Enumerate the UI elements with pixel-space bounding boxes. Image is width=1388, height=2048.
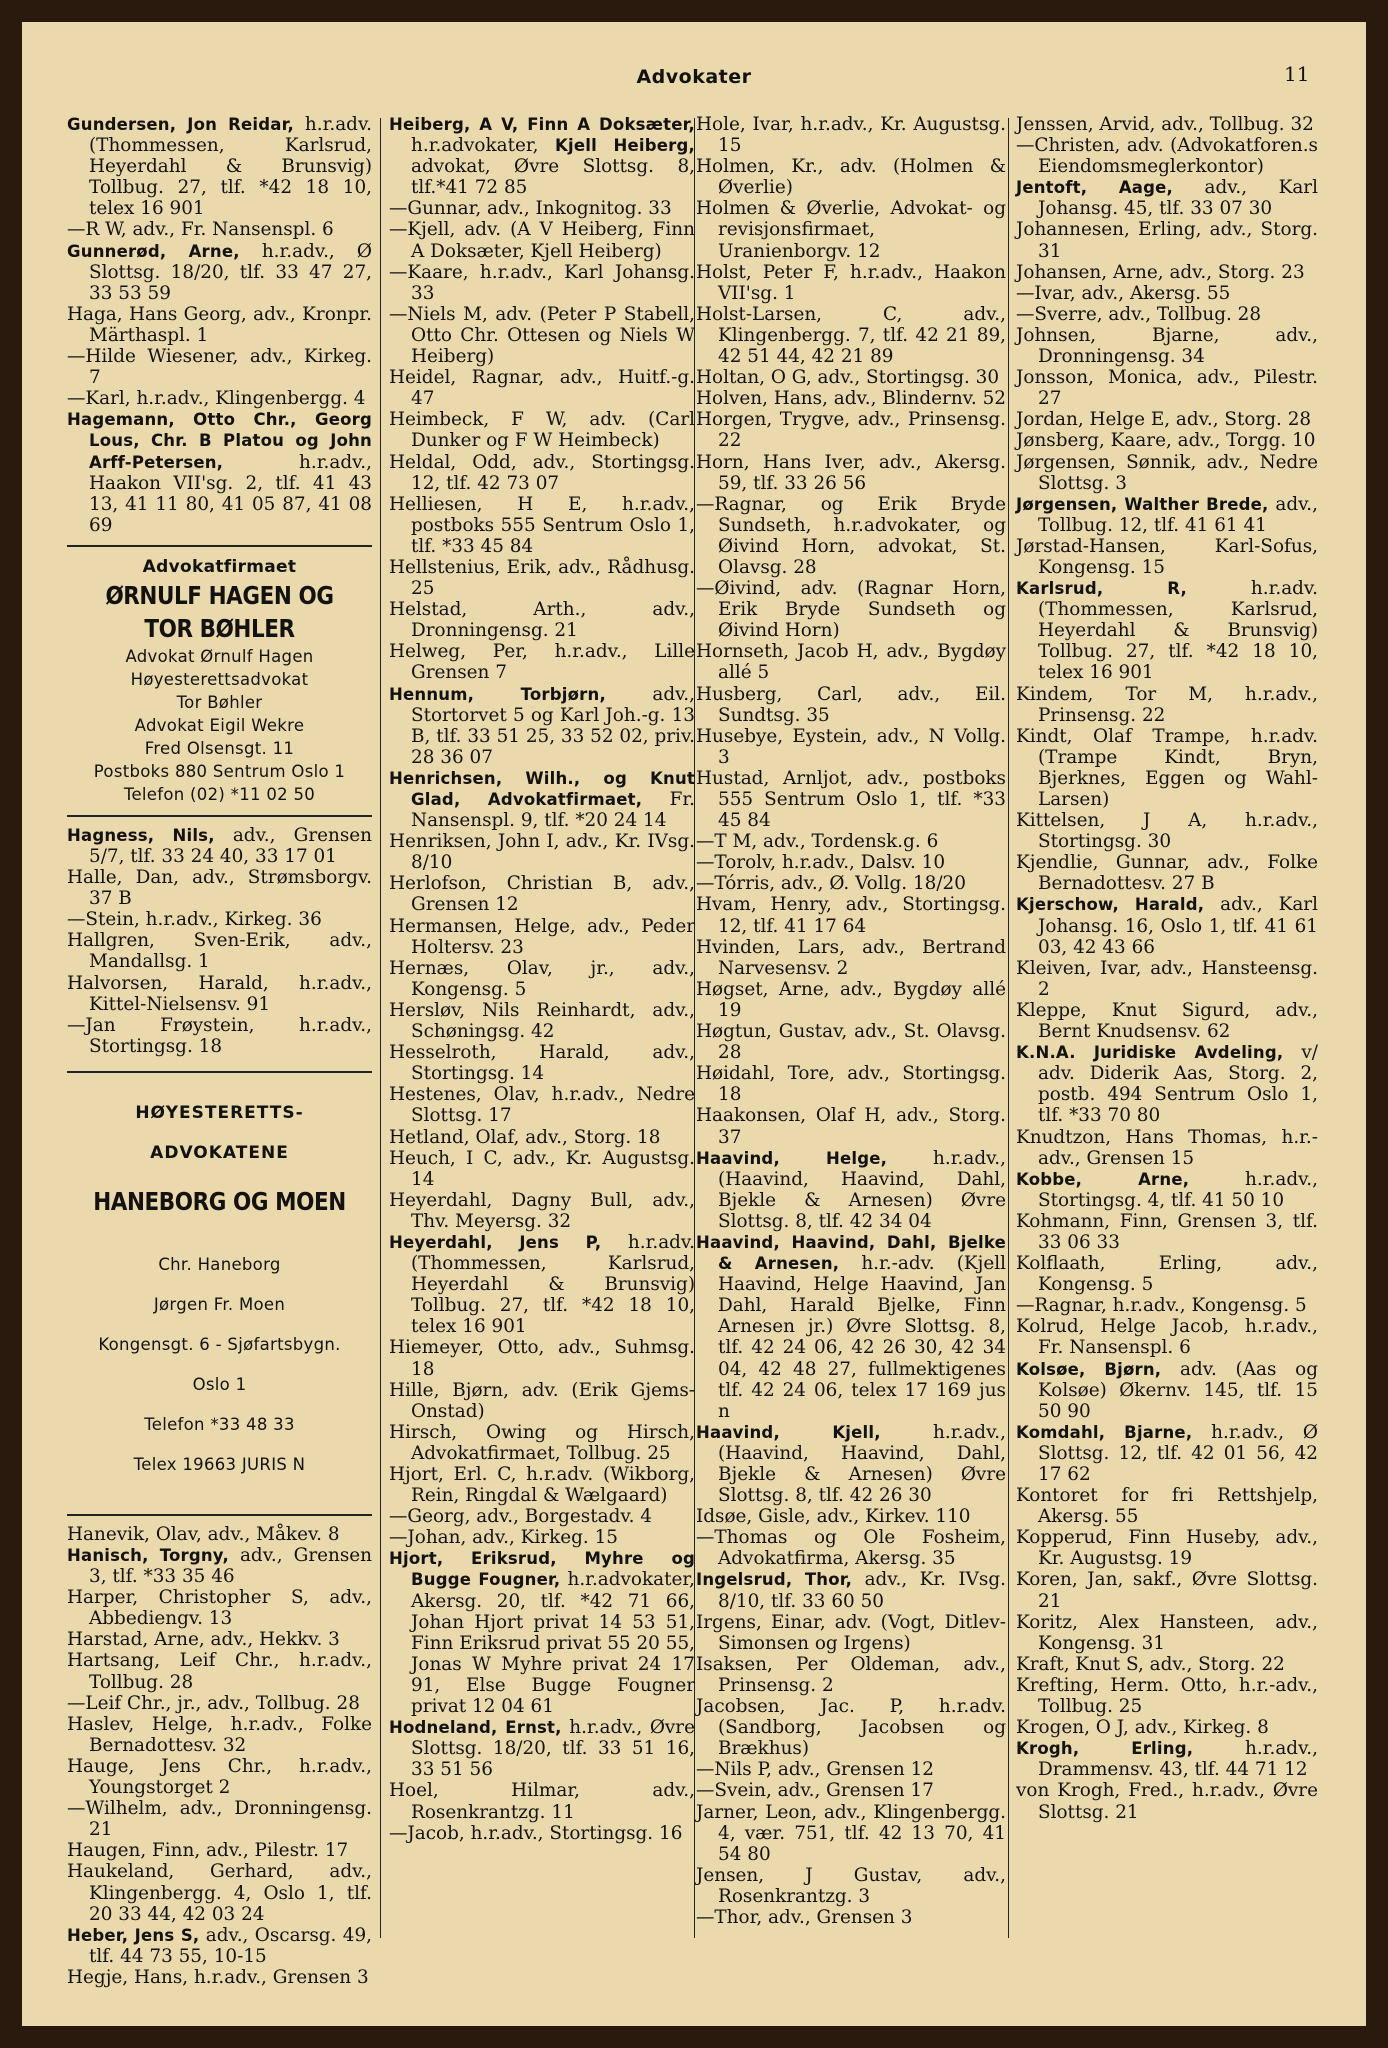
directory-entry: Kolsøe, Bjørn, adv. (Aas og Kolsøe) Økernv. 145, tlf. 15 50 90 — [1016, 1358, 1318, 1422]
directory-entry: Hestenes, Olav, h.r.adv., Nedre Slottsg. 17 — [389, 1084, 695, 1127]
directory-entry: Kindt, Olaf Trampe, h.r.adv. (Trampe Kindt, Bryn, Bjerknes, Eggen og Wahl-Larsen) — [1016, 725, 1318, 810]
directory-entry: Hernæs, Olav, jr., adv., Kongensg. 5 — [389, 957, 695, 1000]
directory-entry: Hjort, Erl. C, h.r.adv. (Wikborg, Rein, Ringdal & Wælgaard) — [389, 1464, 695, 1507]
directory-entry: Hersløv, Nils Reinhardt, adv., Schøningsg. 42 — [389, 999, 695, 1043]
directory-entry: Henriksen, John I, adv., Kr. IVsg. 8/10 — [389, 831, 695, 874]
ad-line: Kongensgt. 6 - Sjøfartsbygn. — [98, 1334, 341, 1354]
entry-list — [67, 114, 372, 536]
entry-name-bold: Heber, Jens S, — [67, 1925, 200, 1945]
directory-entry: Jørstad-Hansen, Karl-Sofus, Kongensg. 15 — [1016, 535, 1318, 578]
directory-entry: von Krogh, Fred., h.r.adv., Øvre Slottsg. 21 — [1016, 1780, 1318, 1823]
directory-entry: Krogen, O J, adv., Kirkeg. 8 — [1016, 1717, 1269, 1739]
ad-line: Tor Bøhler — [176, 692, 263, 712]
directory-entry: Høgtun, Gustav, adv., St. Olavsg. 28 — [696, 1021, 1006, 1064]
directory-entry: —Karl, h.r.adv., Klingenbergg. 4 — [67, 388, 366, 410]
directory-entry: —Christen, adv. (Advokatforen.s Eiendomsmeglerkontor) — [1016, 135, 1318, 178]
directory-entry: Helweg, Per, h.r.adv., Lille Grensen 7 — [389, 641, 695, 684]
directory-entry: Haakonsen, Olaf H, adv., Storg. 37 — [696, 1105, 1006, 1148]
directory-entry: Hermansen, Helge, adv., Peder Holtersv. 23 — [389, 915, 695, 958]
directory-entry: Jacobsen, Jac. P, h.r.adv. (Sandborg, Jacobsen og Brækhus) — [696, 1696, 1006, 1760]
entry-name-bold: K.N.A. Juridiske Avdeling, — [1016, 1043, 1284, 1063]
advertisement-hagen-bohler — [67, 555, 372, 806]
directory-entry: Kjendlie, Gunnar, adv., Folke Bernadottesv. 27 B — [1016, 852, 1318, 895]
directory-entry: Halle, Dan, adv., Strømsborgv. 37 B — [67, 867, 372, 910]
directory-entry: Gunnerød, Arne, h.r.adv., Ø Slottsg. 18/20, tlf. 33 47 27, 33 53 59 — [67, 240, 372, 304]
divider-rule — [67, 1071, 372, 1073]
column-2 — [389, 114, 695, 1844]
directory-entry: Heimbeck, F W, adv. (Carl Dunker og F W Heimbeck) — [389, 409, 695, 452]
directory-entry: Horn, Hans Iver, adv., Akersg. 59, tlf. 33 26 56 — [696, 451, 1006, 494]
directory-entry: Jordan, Helge E, adv., Storg. 28 — [1016, 409, 1312, 431]
directory-entry: Kohmann, Finn, Grensen 3, tlf. 33 06 33 — [1016, 1210, 1318, 1253]
directory-entry: Holven, Hans, adv., Blindernv. 52 — [696, 388, 1006, 410]
entry-name-bold: Kjell Heiberg, — [554, 136, 695, 156]
directory-entry: Kjerschow, Harald, adv., Karl Johansg. 16, Oslo 1, tlf. 41 61 03, 42 43 66 — [1016, 894, 1318, 958]
column-divider — [380, 118, 381, 1938]
directory-entry: —Nils P, adv., Grensen 12 — [696, 1759, 934, 1781]
directory-entry: —Kjell, adv. (A V Heiberg, Finn A Doksæter, Kjell Heiberg) — [389, 219, 695, 262]
ad-line: Oslo 1 — [192, 1374, 247, 1394]
directory-entry: Henrichsen, Wilh., og Knut Glad, Advokatfirmaet, Fr. Nansenspl. 9, tlf. *20 24 14 — [389, 768, 695, 832]
ad-firm-name: ØRNULF HAGEN OG — [105, 580, 334, 610]
ad-line: Advokat Eigil Wekre — [134, 715, 305, 735]
directory-entry: Jentoft, Aage, adv., Karl Johansg. 45, tlf. 33 07 30 — [1016, 177, 1318, 220]
directory-entry: Johansen, Arne, adv., Storg. 23 — [1016, 261, 1305, 283]
entry-name-bold: Karlsrud, R, — [1016, 579, 1187, 599]
directory-entry: Hegje, Hans, h.r.adv., Grensen 3 — [67, 1966, 369, 1988]
entry-name-bold: Hjort, Eriksrud, Myhre og Bugge Fougner, — [389, 1549, 695, 1590]
column-divider — [1008, 118, 1009, 1938]
directory-entry: Holmen, Kr., adv. (Holmen & Øverlie) — [696, 156, 1006, 199]
directory-entry: Haukeland, Gerhard, adv., Klingenbergg. 4, Oslo 1, tlf. 20 33 44, 42 03 24 — [67, 1861, 372, 1925]
directory-entry: Kolrud, Helge Jacob, h.r.adv., Fr. Nansenspl. 6 — [1016, 1316, 1318, 1359]
ad-line: Telefon *33 48 33 — [144, 1414, 295, 1434]
directory-entry: —Niels M, adv. (Peter P Stabell, Otto Chr. Ottesen og Niels W Heiberg) — [389, 303, 695, 368]
divider-rule — [67, 545, 372, 547]
entry-list — [67, 825, 372, 1057]
directory-entry: —Gunnar, adv., Inkognitog. 33 — [389, 198, 672, 220]
ad-firm-name: HANEBORG OG MOEN — [93, 1186, 346, 1216]
directory-entry: Krefting, Herm. Otto, h.r.-adv., Tollbug. 25 — [1016, 1674, 1318, 1718]
entry-name-bold: Haavind, Kjell, — [696, 1422, 881, 1442]
directory-entry: Hornseth, Jacob H, adv., Bygdøy allé 5 — [696, 641, 1006, 684]
directory-entry: Ingelsrud, Thor, adv., Kr. IVsg. 8/10, tlf. 33 60 50 — [696, 1569, 1006, 1612]
directory-entry: Hustad, Arnljot, adv., postboks 555 Sentrum Oslo 1, tlf. *33 45 84 — [696, 767, 1006, 832]
ad-firm-name: TOR BØHLER — [144, 613, 295, 643]
directory-entry: Kleiven, Ivar, adv., Hansteensg. 2 — [1016, 957, 1318, 1000]
column-4 — [1016, 114, 1318, 1823]
directory-entry: —Georg, adv., Borgestadv. 4 — [389, 1506, 652, 1528]
directory-entry: Haavind, Kjell, h.r.adv., (Haavind, Haavind, Dahl, Bjekle & Arnesen) Øvre Slottsg. 8, tlf. 42 26 30 — [696, 1421, 1006, 1507]
entry-name-bold: Hagemann, Otto Chr., Georg Lous, Chr. B Platou og John Arff-Petersen, — [67, 410, 372, 472]
directory-entry: Hvinden, Lars, adv., Bertrand Narvesensv. 2 — [696, 936, 1006, 979]
ad-lines — [67, 1245, 372, 1485]
entry-name-bold: Gundersen, Jon Reidar, — [67, 115, 294, 134]
ad-line: Telex 19663 JURIS N — [133, 1454, 306, 1474]
directory-entry: —Sverre, adv., Tollbug. 28 — [1016, 303, 1262, 325]
directory-entry: Høidahl, Tore, adv., Stortingsg. 18 — [696, 1063, 1006, 1106]
entry-list — [67, 1524, 372, 1988]
directory-entry: Halvorsen, Harald, h.r.adv., Kittel-Nielsensv. 91 — [67, 972, 372, 1015]
directory-entry: —Jacob, h.r.adv., Stortingsg. 16 — [389, 1822, 683, 1844]
directory-entry: —Svein, adv., Grensen 17 — [696, 1780, 934, 1802]
directory-entry: K.N.A. Juridiske Avdeling, v/ adv. Diderik Aas, Storg. 2, postb. 494 Sentrum Oslo 1, tlf. *33 70 80 — [1016, 1042, 1318, 1127]
entry-name-bold: Heyerdahl, Jens P, — [389, 1232, 602, 1252]
directory-entry: Kindem, Tor M, h.r.adv., Prinsensg. 22 — [1016, 683, 1318, 726]
directory-entry: Heiberg, A V, Finn A Doksæter, h.r.advokater, Kjell Heiberg, advokat, Øvre Slottsg. 8, tlf.*41 72 85 — [389, 115, 695, 199]
directory-entry: Holst, Peter F, h.r.adv., Haakon VII'sg. 1 — [696, 261, 1006, 304]
directory-entry: Husberg, Carl, adv., Eil. Sundtsg. 35 — [696, 683, 1006, 726]
directory-entry: Hauge, Jens Chr., h.r.adv., Youngstorget 2 — [67, 1755, 372, 1799]
directory-entry: Kraft, Knut S, adv., Storg. 22 — [1016, 1653, 1285, 1675]
directory-entry: Kobbe, Arne, h.r.adv., Stortingsg. 4, tlf. 41 50 10 — [1016, 1168, 1318, 1211]
directory-entry: Hodneland, Ernst, h.r.adv., Øvre Slottsg. 18/20, tlf. 33 51 16, 33 51 56 — [389, 1717, 695, 1781]
directory-entry: Hirsch, Owing og Hirsch, Advokatfirmaet, Tollbug. 25 — [389, 1421, 695, 1464]
directory-entry: Husebye, Eystein, adv., N Vollg. 3 — [696, 725, 1006, 768]
ad-caption: ADVOKATENE — [150, 1142, 289, 1163]
directory-entry: Hesselroth, Harald, adv., Stortingsg. 14 — [389, 1042, 695, 1085]
directory-entry: Jarner, Leon, adv., Klingenbergg. 4, vær. 751, tlf. 42 13 70, 41 54 80 — [696, 1801, 1006, 1865]
directory-entry: Haslev, Helge, h.r.adv., Folke Bernadottesv. 32 — [67, 1713, 372, 1756]
directory-entry: Jørgensen, Walther Brede, adv., Tollbug. 12, tlf. 41 61 41 — [1016, 493, 1318, 536]
directory-entry: —Øivind, adv. (Ragnar Horn, Erik Bryde Sundseth og Øivind Horn) — [696, 578, 1006, 642]
ad-line: Advokat Ørnulf Hagen — [125, 646, 314, 666]
directory-entry: Heyerdahl, Jens P, h.r.adv. (Thommessen, Karlsrud, Heyerdahl & Brunsvig) Tollbug. 27, tlf. *42 18 10, telex 16 901 — [389, 1231, 695, 1338]
ad-line: Jørgen Fr. Moen — [153, 1294, 286, 1314]
directory-entry: Hanevik, Olav, adv., Måkev. 8 — [67, 1523, 340, 1545]
ad-line: Høyesterettsadvokat — [130, 669, 309, 689]
ad-line: Telefon (02) *11 02 50 — [123, 784, 316, 804]
directory-entry: —Thor, adv., Grensen 3 — [696, 1906, 913, 1928]
directory-entry: Koren, Jan, sakf., Øvre Slottsg. 21 — [1016, 1569, 1318, 1612]
directory-entry: —Hilde Wiesener, adv., Kirkeg. 7 — [67, 346, 372, 389]
entry-name-bold: Jørgensen, Walther Brede, — [1016, 494, 1269, 514]
directory-entry: Harstad, Arne, adv., Hekkv. 3 — [67, 1629, 340, 1651]
entry-name-bold: Henrichsen, Wilh., og Knut Glad, Advokatfirmaet, — [389, 768, 695, 809]
ad-caption: Advokatfirmaet — [142, 556, 297, 577]
directory-entry: Jensen, J Gustav, adv., Rosenkrantzg. 3 — [696, 1864, 1006, 1907]
directory-entry: Jønsberg, Kaare, adv., Torgg. 10 — [1016, 430, 1316, 452]
directory-entry: Johannesen, Erling, adv., Storg. 31 — [1016, 219, 1318, 262]
directory-entry: —Kaare, h.r.adv., Karl Johansg. 33 — [389, 261, 695, 304]
directory-entry: Kolflaath, Erling, adv., Kongensg. 5 — [1016, 1253, 1318, 1296]
directory-entry: —Thomas og Ole Fosheim, Advokatfirma, Akersg. 35 — [696, 1527, 1006, 1570]
directory-entry: Hanisch, Torgny, adv., Grensen 3, tlf. *33 35 46 — [67, 1545, 373, 1588]
directory-entry: —Ragnar, og Erik Bryde Sundseth, h.r.advokater, og Øivind Horn, advokat, St. Olavsg. 28 — [696, 493, 1006, 578]
directory-entry: Hetland, Olaf, adv., Storg. 18 — [389, 1126, 661, 1148]
directory-entry: —Torolv, h.r.adv., Dalsv. 10 — [696, 852, 946, 874]
directory-entry: Haavind, Haavind, Dahl, Bjelke & Arnesen, h.r.-adv. (Kjell Haavind, Helge Haavind, Jan Dahl, Harald Bjelke, Finn Arnesen jr.) Øvre Slottsg. 8, tlf. 42 24 06, 42 26 30, 42 34 04, 42 48 27, fullmektigenes tlf. 42 24 06, telex 17 169 jus n — [696, 1232, 1006, 1422]
directory-entry: —Ragnar, h.r.adv., Kongensg. 5 — [1016, 1295, 1307, 1317]
advertisement-haneborg-moen — [67, 1081, 372, 1505]
ad-line: Chr. Haneborg — [158, 1254, 281, 1274]
directory-entry: Harper, Christopher S, adv., Abbediengv. 13 — [67, 1587, 372, 1630]
ad-line: Fred Olsensgt. 11 — [144, 738, 295, 758]
directory-entry: Hartsang, Leif Chr., h.r.adv., Tollbug. 28 — [67, 1650, 372, 1693]
page-header-title: Advokater — [636, 66, 752, 88]
directory-entry: —R W, adv., Fr. Nansenspl. 6 — [67, 219, 334, 241]
directory-entry: Hvam, Henry, adv., Stortingsg. 12, tlf. 41 17 64 — [696, 894, 1006, 937]
entry-name-bold: Hanisch, Torgny, — [67, 1546, 229, 1565]
directory-entry: Kleppe, Knut Sigurd, adv., Bernt Knudsensv. 62 — [1016, 999, 1318, 1043]
directory-entry: —Leif Chr., jr., adv., Tollbug. 28 — [67, 1692, 360, 1714]
ad-line: Postboks 880 Sentrum Oslo 1 — [93, 761, 346, 781]
directory-entry: Haavind, Helge, h.r.adv., (Haavind, Haavind, Dahl, Bjekle & Arnesen) Øvre Slottsg. 8, tlf. 42 34 04 — [696, 1147, 1006, 1232]
directory-entry: —Wilhelm, adv., Dronningensg. 21 — [67, 1798, 372, 1841]
page-number: 11 — [1284, 62, 1310, 86]
column-3 — [696, 114, 1006, 1928]
directory-entry: —T M, adv., Tordensk.g. 6 — [696, 831, 939, 853]
directory-entry: —Tórris, adv., Ø. Vollg. 18/20 — [696, 873, 966, 895]
entry-name-bold: Hennum, Torbjørn, — [389, 684, 606, 704]
directory-entry: Helstad, Arth., adv., Dronningensg. 21 — [389, 599, 695, 642]
directory-entry: Idsøe, Gisle, adv., Kirkev. 110 — [696, 1506, 971, 1528]
directory-entry: —Jan Frøystein, h.r.adv., Stortingsg. 18 — [67, 1014, 372, 1057]
entry-name-bold: Jentoft, Aage, — [1016, 178, 1173, 198]
divider-rule — [67, 1514, 372, 1516]
directory-entry: Johnsen, Bjarne, adv., Dronningensg. 34 — [1016, 324, 1318, 368]
directory-entry: Heber, Jens S, adv., Oscarsg. 49, tlf. 44 73 55, 10-15 — [67, 1924, 372, 1967]
directory-entry: Hagness, Nils, adv., Grensen 5/7, tlf. 33 24 40, 33 17 01 — [67, 824, 372, 867]
entry-list — [389, 114, 695, 1844]
directory-entry: Irgens, Einar, adv. (Vogt, Ditlev-Simonsen og Irgens) — [696, 1611, 1006, 1654]
entry-name-bold: Ingelsrud, Thor, — [696, 1570, 853, 1590]
directory-page — [22, 22, 1366, 2026]
directory-entry: Jenssen, Arvid, adv., Tollbug. 32 — [1016, 114, 1314, 135]
directory-entry: Isaksen, Per Oldeman, adv., Prinsensg. 2 — [696, 1653, 1006, 1696]
directory-entry: Horgen, Trygve, adv., Prinsensg. 22 — [696, 409, 1006, 452]
entry-name-bold: Gunnerød, Arne, — [67, 241, 240, 261]
entry-name-bold: Krogh, Erling, — [1016, 1739, 1194, 1759]
directory-entry: Helliesen, H E, h.r.adv., postboks 555 Sentrum Oslo 1, tlf. *33 45 84 — [389, 493, 695, 557]
directory-entry: Koritz, Alex Hansteen, adv., Kongensg. 31 — [1016, 1611, 1318, 1654]
directory-entry: Holst-Larsen, C, adv., Klingenbergg. 7, tlf. 42 21 89, 42 51 44, 42 21 89 — [696, 303, 1006, 368]
directory-entry: Heidel, Ragnar, adv., Huitf.-g. 47 — [389, 367, 695, 410]
directory-entry: Hennum, Torbjørn, adv., Stortorvet 5 og Karl Joh.-g. 13 B, tlf. 33 51 25, 33 52 02, priv. 28 36 07 — [389, 683, 695, 768]
directory-entry: Hellstenius, Erik, adv., Rådhusg. 25 — [389, 556, 695, 600]
directory-entry: Kopperud, Finn Huseby, adv., Kr. Augustsg. 19 — [1016, 1527, 1318, 1570]
column-1 — [67, 114, 372, 1988]
directory-entry: Hille, Bjørn, adv. (Erik Gjems-Onstad) — [389, 1379, 695, 1422]
directory-entry: Hjort, Eriksrud, Myhre og Bugge Fougner, h.r.advokater, Akersg. 20, tlf. *42 71 66, Johan Hjort privat 14 53 51, Finn Eriksrud privat 55 20 55, Jonas W Myhre privat 24 17 91, Else Bugge Fougner privat 12 04 61 — [389, 1549, 695, 1718]
directory-entry: Komdahl, Bjarne, h.r.adv., Ø Slottsg. 12, tlf. 42 01 56, 42 17 62 — [1016, 1421, 1318, 1485]
directory-entry: —Johan, adv., Kirkeg. 15 — [389, 1527, 618, 1549]
directory-entry: Holtan, O G, adv., Stortingsg. 30 — [696, 367, 1000, 389]
directory-entry: Høgset, Arne, adv., Bygdøy allé 19 — [696, 978, 1006, 1021]
directory-entry: Jørgensen, Sønnik, adv., Nedre Slottsg. 3 — [1016, 451, 1318, 494]
directory-entry: Haga, Hans Georg, adv., Kronpr. Märthaspl. 1 — [67, 303, 372, 346]
directory-entry: Krogh, Erling, h.r.adv., Drammensv. 43, tlf. 44 71 12 — [1016, 1738, 1318, 1781]
entry-name-bold: Kolsøe, Bjørn, — [1016, 1359, 1162, 1379]
directory-entry: Hallgren, Sven-Erik, adv., Mandallsg. 1 — [67, 930, 372, 973]
directory-entry: Hoel, Hilmar, adv., Rosenkrantzg. 11 — [389, 1780, 695, 1823]
directory-entry: Heldal, Odd, adv., Stortingsg. 12, tlf. 42 73 07 — [389, 451, 695, 494]
divider-rule — [67, 815, 372, 817]
directory-entry: Hole, Ivar, h.r.adv., Kr. Augustsg. 15 — [696, 114, 1006, 157]
entry-list — [1016, 114, 1318, 1823]
directory-entry: Hagemann, Otto Chr., Georg Lous, Chr. B Platou og John Arff-Petersen, h.r.adv., Haakon VII'sg. 2, tlf. 41 43 13, 41 11 80, 41 05 87, 41 08 69 — [67, 410, 372, 536]
directory-entry: Kittelsen, J A, h.r.adv., Stortingsg. 30 — [1016, 810, 1318, 853]
ad-caption: HØYESTERETTS- — [135, 1102, 304, 1123]
entry-name-bold: Kjerschow, Harald, — [1016, 895, 1205, 915]
entry-name-bold: Hagness, Nils, — [67, 825, 215, 845]
entry-name-bold: Hodneland, Ernst, — [389, 1718, 562, 1738]
entry-name-bold: Heiberg, A V, Finn A Doksæter, — [389, 115, 695, 134]
directory-entry: Herlofson, Christian B, adv., Grensen 12 — [389, 873, 695, 916]
ad-lines — [67, 645, 372, 806]
entry-name-bold: Komdahl, Bjarne, — [1016, 1422, 1193, 1442]
entry-list — [696, 114, 1006, 1928]
directory-entry: Jonsson, Monica, adv., Pilestr. 27 — [1016, 367, 1318, 410]
entry-name-bold: Haavind, Haavind, Dahl, Bjelke & Arnesen, — [696, 1232, 1006, 1274]
directory-entry: Gundersen, Jon Reidar, h.r.adv. (Thommessen, Karlsrud, Heyerdahl & Brunsvig) Tollbug. 27, tlf. *42 18 10, telex 16 901 — [67, 114, 372, 220]
directory-entry: Heyerdahl, Dagny Bull, adv., Thv. Meyersg. 32 — [389, 1189, 695, 1232]
directory-entry: Heuch, I C, adv., Kr. Augustsg. 14 — [389, 1147, 695, 1190]
directory-entry: Holmen & Øverlie, Advokat- og revisjonsfirmaet, Uranienborgv. 12 — [696, 198, 1006, 262]
directory-entry: —Stein, h.r.adv., Kirkeg. 36 — [67, 909, 322, 931]
directory-entry: Haugen, Finn, adv., Pilestr. 17 — [67, 1840, 349, 1862]
entry-name-bold: Kobbe, Arne, — [1016, 1169, 1190, 1189]
directory-entry: —Ivar, adv., Akersg. 55 — [1016, 282, 1231, 304]
entry-name-bold: Haavind, Helge, — [696, 1148, 888, 1168]
directory-entry: Knudtzon, Hans Thomas, h.r.-adv., Grensen 15 — [1016, 1126, 1318, 1169]
directory-entry: Karlsrud, R, h.r.adv. (Thommessen, Karlsrud, Heyerdahl & Brunsvig) Tollbug. 27, tlf. *42 18 10, telex 16 901 — [1016, 578, 1318, 684]
directory-entry: Hiemeyer, Otto, adv., Suhmsg. 18 — [389, 1337, 695, 1380]
directory-entry: Kontoret for fri Rettshjelp, Akersg. 55 — [1016, 1485, 1318, 1528]
